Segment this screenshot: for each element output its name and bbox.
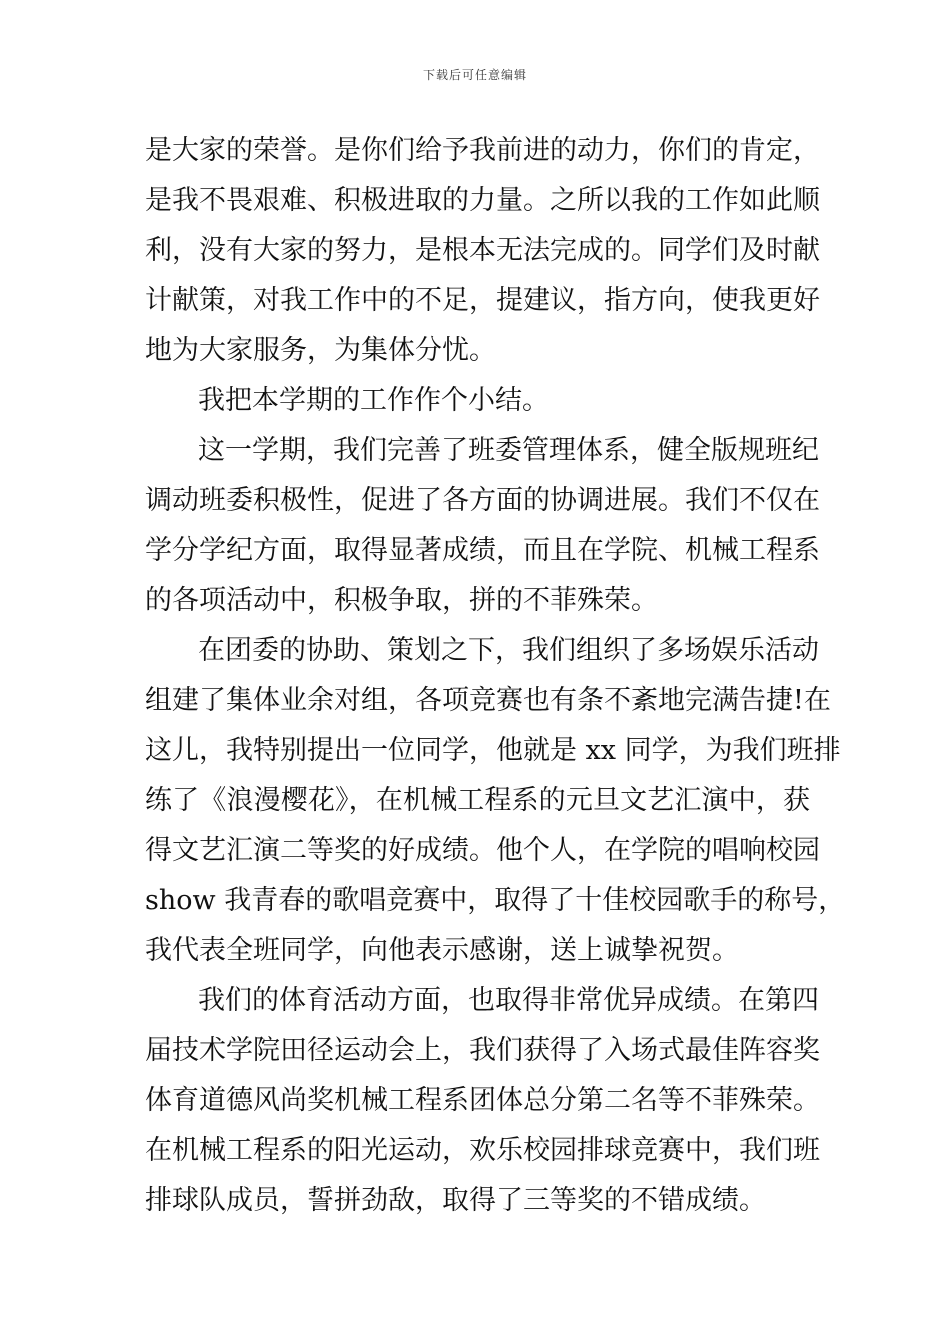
- text-line: 调动班委积极性，促进了各方面的协调进展。我们不仅在: [145, 485, 820, 516]
- text-line: 这一学期，我们完善了班委管理体系，健全版规班纪: [198, 435, 819, 466]
- text-line: 这儿，我特别提出一位同学，他就是 xx 同学，为我们班排: [145, 735, 841, 766]
- text-line: 地为大家服务，为集体分忧。: [145, 335, 496, 366]
- text-line: 届技术学院田径运动会上，我们获得了入场式最佳阵容奖: [145, 1035, 820, 1066]
- text-line: 我代表全班同学，向他表示感谢，送上诚挚祝贺。: [145, 935, 739, 966]
- text-line: 我们的体育活动方面，也取得非常优异成绩。在第四: [198, 985, 819, 1016]
- text-line: 在机械工程系的阳光运动，欢乐校园排球竞赛中，我们班: [145, 1135, 820, 1166]
- text-line: 体育道德风尚奖机械工程系团体总分第二名等不菲殊荣。: [145, 1085, 820, 1116]
- document-body: [145, 126, 846, 1226]
- download-note: 下载后可任意编辑: [422, 68, 527, 82]
- text-line: 计献策，对我工作中的不足，提建议，指方向，使我更好: [145, 285, 820, 316]
- text-line: 组建了集体业余对组，各项竞赛也有条不紊地完满告捷!在: [145, 685, 831, 716]
- paragraph: [145, 126, 820, 376]
- text-line: 排球队成员，誓拼劲敌，取得了三等奖的不错成绩。: [145, 1185, 766, 1216]
- paragraph: [145, 376, 810, 426]
- text-line: 得文艺汇演二等奖的好成绩。他个人，在学院的唱响校园: [145, 835, 820, 866]
- text-line: 我把本学期的工作作个小结。: [198, 385, 549, 416]
- text-line: 的各项活动中，积极争取，拼的不菲殊荣。: [145, 585, 658, 616]
- paragraph: [145, 976, 820, 1226]
- text-line: 是我不畏艰难、积极进取的力量。之所以我的工作如此顺: [145, 185, 820, 216]
- text-line: 练了《浪漫樱花》，在机械工程系的元旦文艺汇演中，获: [145, 785, 810, 816]
- text-line: 在团委的协助、策划之下，我们组织了多场娱乐活动: [198, 635, 819, 666]
- paragraph: [145, 426, 820, 626]
- text-line: 利，没有大家的努力，是根本无法完成的。同学们及时献: [145, 235, 820, 266]
- text-line: 是大家的荣誉。是你们给予我前进的动力，你们的肯定，: [145, 135, 820, 166]
- text-line: show 我青春的歌唱竞赛中，取得了十佳校园歌手的称号，: [145, 885, 846, 916]
- text-line: 学分学纪方面，取得显著成绩，而且在学院、机械工程系: [145, 535, 820, 566]
- paragraph: [145, 626, 846, 976]
